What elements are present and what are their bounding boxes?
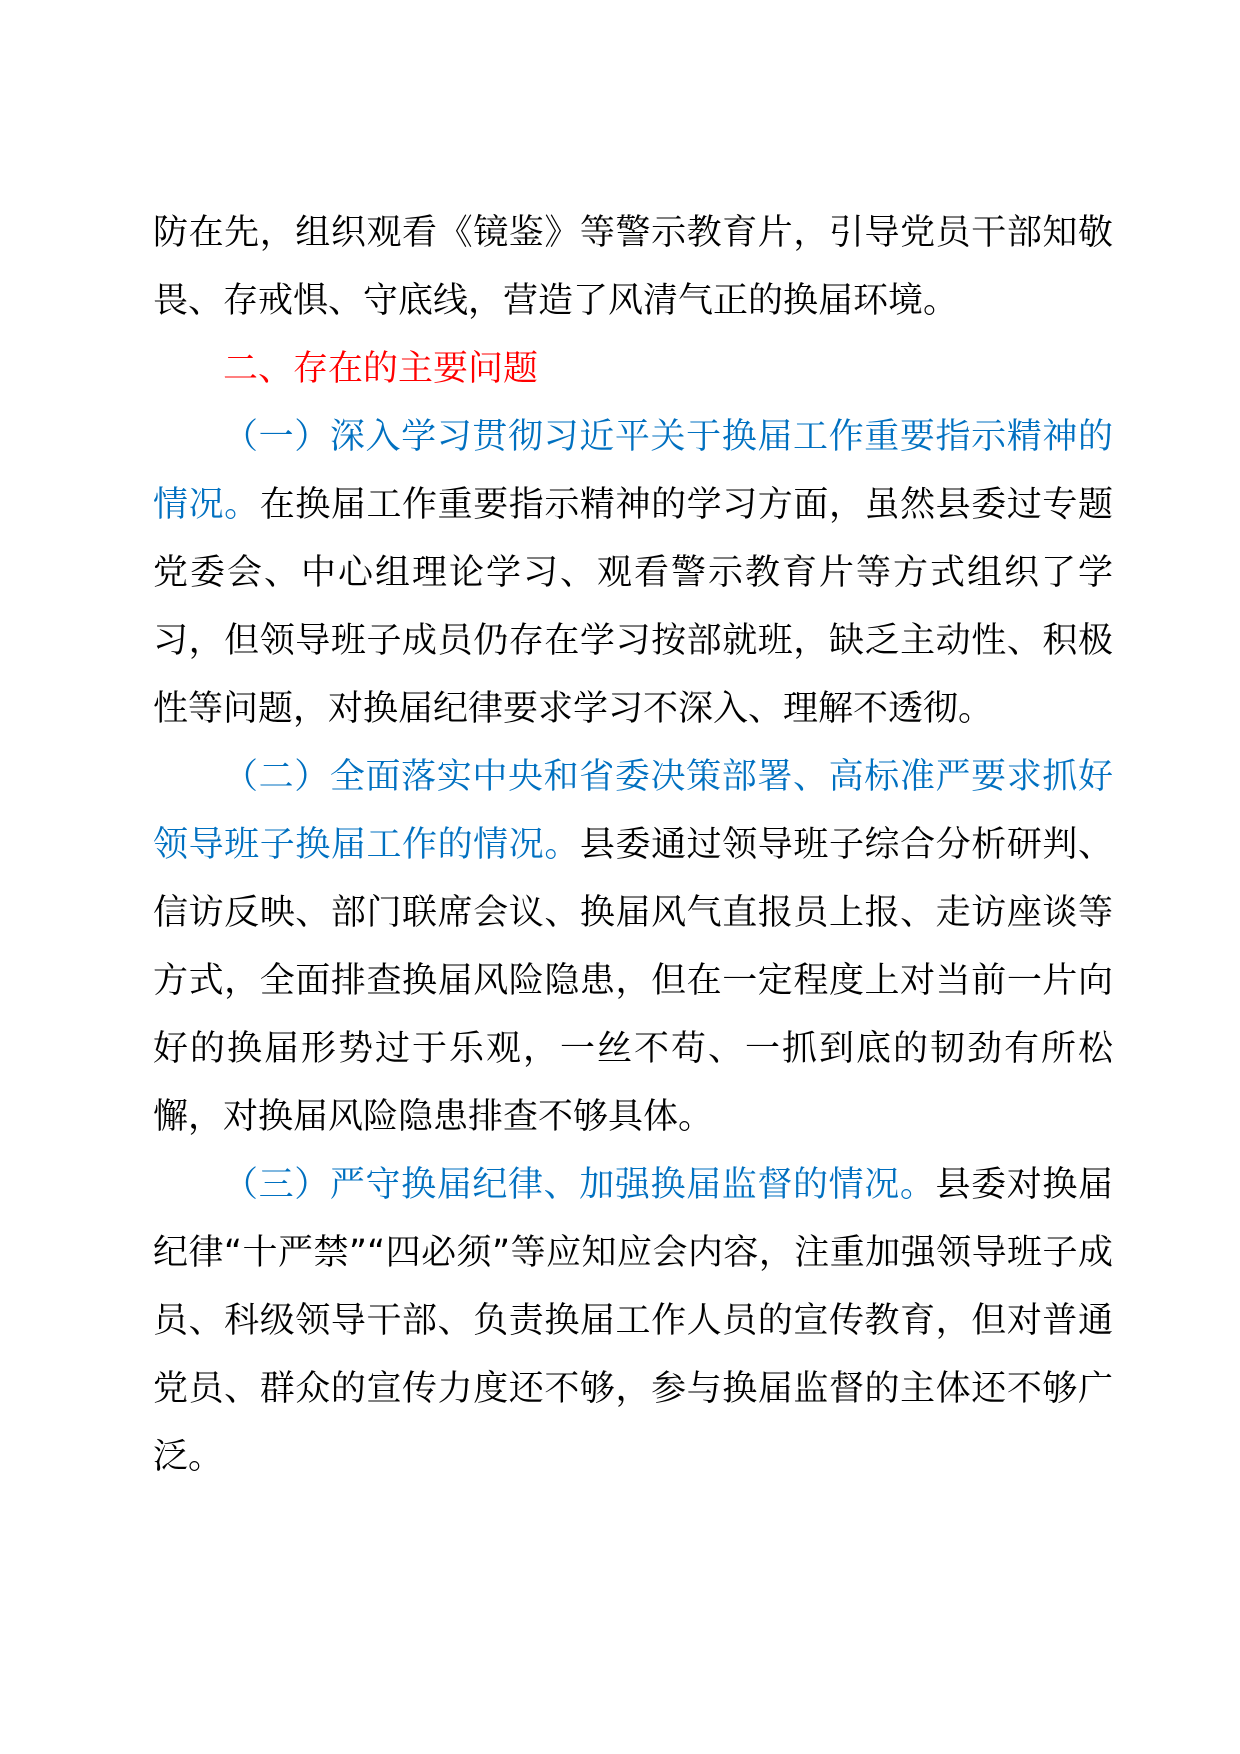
item-paragraph-3 bbox=[153, 1151, 1113, 1491]
item-heading-1: （一）深入学习贯彻习近平关于换届工作重要指示精神的情况。 bbox=[153, 417, 1113, 525]
section-heading-text: 二、存在的主要问题 bbox=[223, 349, 539, 389]
item-paragraph-1 bbox=[153, 403, 1113, 743]
section-heading bbox=[153, 335, 1113, 403]
intro-paragraph-text: 防在先，组织观看《镜鉴》等警示教育片，引导党员干部知敬畏、存戒惧、守底线，营造了风清气正的换届环境。 bbox=[153, 213, 1113, 321]
document-body bbox=[153, 199, 1113, 1491]
item-body-1: 在换届工作重要指示精神的学习方面，虽然县委过专题党委会、中心组理论学习、观看警示教育片等方式组织了学习，但领导班子成员仍存在学习按部就班，缺乏主动性、积极性等问题，对换届纪律要求学习不深入、理解不透彻。 bbox=[153, 485, 1113, 729]
item-body-3: 县委对换届纪律“十严禁”“四必须”等应知应会内容，注重加强领导班子成员、科级领导干部、负责换届工作人员的宣传教育，但对普通党员、群众的宣传力度还不够，参与换届监督的主体还不够广泛。 bbox=[153, 1165, 1113, 1477]
item-body-2: 县委通过领导班子综合分析研判、信访反映、部门联席会议、换届风气直报员上报、走访座谈等方式，全面排查换届风险隐患，但在一定程度上对当前一片向好的换届形势过于乐观，一丝不苟、一抓到底的韧劲有所松懈，对换届风险隐患排查不够具体。 bbox=[153, 825, 1113, 1137]
intro-paragraph bbox=[153, 199, 1113, 335]
item-heading-3: （三）严守换届纪律、加强换届监督的情况。 bbox=[223, 1165, 936, 1205]
item-heading-2: （二）全面落实中央和省委决策部署、高标准严要求抓好领导班子换届工作的情况。 bbox=[153, 757, 1113, 865]
item-paragraph-2 bbox=[153, 743, 1113, 1151]
